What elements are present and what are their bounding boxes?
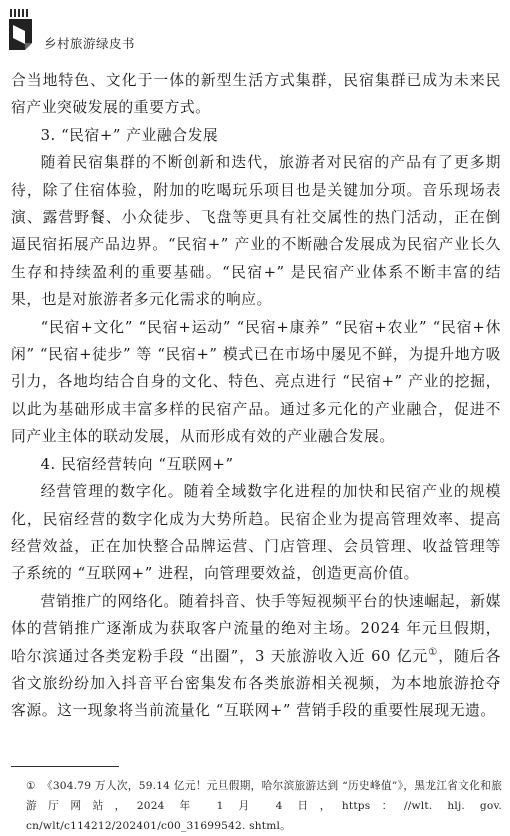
footnote-reference[interactable]: ① xyxy=(428,646,439,658)
paragraph-1: 合当地特色、文化于一体的新型生活方式集群，民宿集群已成为未来民宿产业突破发展的重要方式。 xyxy=(11,72,501,117)
footnote-mark: ① xyxy=(26,780,36,792)
footnote xyxy=(26,776,502,836)
running-header-title: 乡村旅游绿皮书 xyxy=(44,36,136,51)
paragraph-2: 随着民宿集群的不断创新和迭代，旅游者对民宿的产品有了更多期待，除了住宿体验，附加的吃喝玩乐项目也是关键加分项。音乐现场表演、露营野餐、小众徒步、飞盘等更具有社交属性的热门活动，正在倒逼民宿拓展产品边界。“民宿+” 产业的不断融合发展成为民宿产业长久生存和持续盈利的重要基础。“民宿+” 是民宿产业体系不断丰富的结果，也是对旅游者多元化需求的响应。 xyxy=(11,154,501,309)
footnote-divider xyxy=(11,766,119,767)
paragraph-4: 经营管理的数字化。随着全域数字化进程的加快和民宿产业的规模化，民宿经营的数字化成为大势所趋。民宿企业为提高管理效率、提高经营效益，正在加快整合品牌运营、门店管理、会员管理、收益管理等子系统的 “互联网+” 进程，向管理要效益，创造更高价值。 xyxy=(11,483,501,583)
section-heading-3: 3. “民宿+” 产业融合发展 xyxy=(40,126,219,144)
footnote-text: 《304.79 万人次，59.14 亿元！元旦假期，哈尔滨旅游达到 “历史峰值”》，黑龙江省文化和旅游厅网站，2024 年 1 月 4 日，https：//wlt. hlj. gov. cn/wlt/c114212/202401/c00_31699542. shtml。 xyxy=(26,780,503,832)
paragraph-5 xyxy=(11,588,501,725)
section-heading-4: 4. 民宿经营转向 “互联网+” xyxy=(40,455,234,473)
book-icon xyxy=(8,9,36,51)
paragraph-5-text-b: ，随后各省文旅纷纷加入抖音平台密集发布各类旅游相关视频，为本地旅游抢夺客源。这一现象将当前流量化 “互联网+” 营销手段的重要性展现无遗。 xyxy=(11,647,501,720)
page-header xyxy=(0,0,510,64)
paragraph-3: “民宿+文化” “民宿+运动” “民宿+康养” “民宿+农业” “民宿+休闲” “民宿+徒步” 等 “民宿+” 模式已在市场中屡见不鲜，为提升地方吸引力，各地均结合自身的文化、特色、亮点进行 “民宿+” 产业的挖掘，以此为基础形成丰富多样的民宿产品。通过多元化的产业融合，促进不同产业主体的联动发展，从而形成有效的产业融合发展。 xyxy=(11,318,501,446)
main-text xyxy=(11,67,501,725)
paragraph-5-text-a: 营销推广的网络化。随着抖音、快手等短视频平台的快速崛起，新媒体的营销推广逐渐成为获取客户流量的绝对主场。2024 年元旦假期，哈尔滨通过各类宠粉手段 “出圈”，3 天旅游收入近 60 亿元 xyxy=(11,592,502,665)
